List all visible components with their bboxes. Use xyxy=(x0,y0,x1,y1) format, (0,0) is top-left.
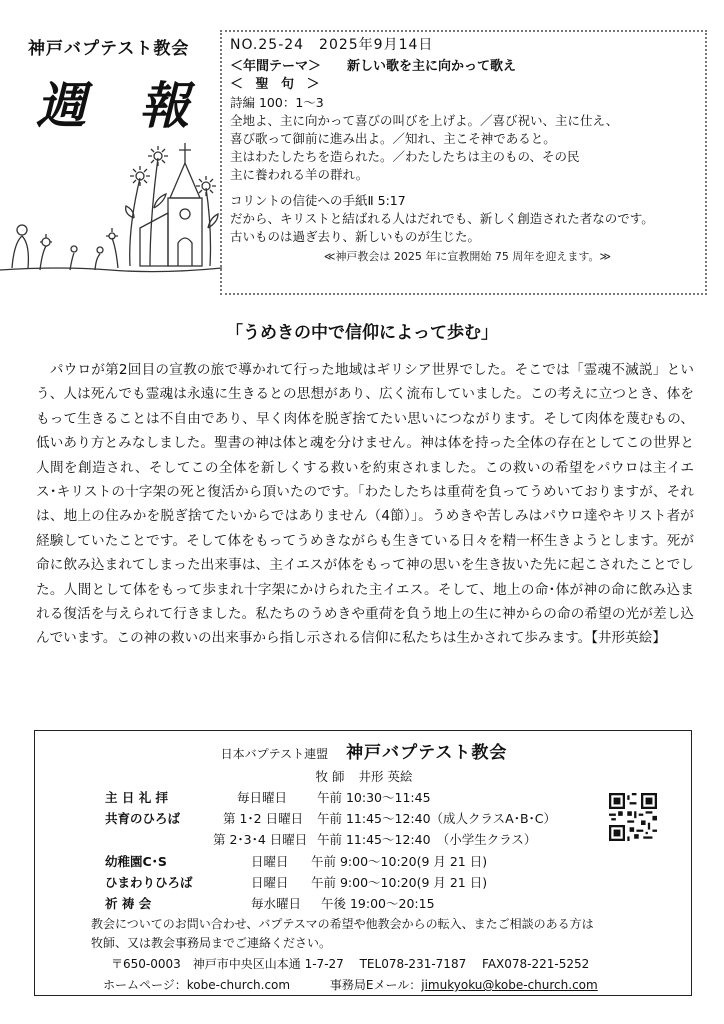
schedule-day: 日曜日 xyxy=(251,854,289,869)
schedule-time: 午前 10:30～11:45 xyxy=(317,790,431,805)
bulletin-title: 週 報 xyxy=(36,76,208,135)
schedule-day: 日曜日 xyxy=(251,875,289,890)
qr-code-icon[interactable] xyxy=(609,793,657,841)
schedule-day: 第 1･2 日曜日 xyxy=(223,811,304,826)
bulletin-header-box xyxy=(220,30,707,295)
schedule-day: 毎水曜日 xyxy=(251,896,302,911)
schedule-label: ひまわりひろば xyxy=(105,875,193,890)
federation-name: 日本バプテスト連盟 xyxy=(220,747,329,761)
info-header xyxy=(35,738,693,763)
schedule-time: 午後 19:00～20:15 xyxy=(321,896,435,911)
church-flowers-illustration xyxy=(0,118,222,290)
annual-theme xyxy=(230,58,705,76)
homepage-label: ホームページ： xyxy=(103,978,187,992)
schedule-label: 主 日 礼 拝 xyxy=(105,790,169,805)
verse2-line: だから、キリストと結ばれる人はだれでも、新しく創造された者なのです。 xyxy=(230,211,654,226)
anniversary-note: ≪神戸教会は 2025 年に宣教開始 75 周年を迎えます。≫ xyxy=(323,250,612,263)
email-label: 事務局Eメール： xyxy=(329,978,422,992)
theme-text: 新しい歌を主に向かって歌え xyxy=(347,59,517,74)
email-link[interactable]: jimukyoku@kobe-church.com xyxy=(421,978,598,992)
pastor-line xyxy=(35,767,693,785)
verse1-line: 喜び歌って御前に進み出よ。／知れ、主こそ神であると。 xyxy=(230,131,556,146)
scripture-label: ＜ 聖 句 ＞ xyxy=(230,77,324,92)
schedule-day: 第 2･3･4 日曜日 xyxy=(213,832,308,847)
contact-note: 教会についてのお問い合わせ、バプテスマの希望や他教会からの転入、またご相談のある方は xyxy=(91,917,594,931)
address-line: 〒650-0003 神戸市中央区山本通 1-7-27 TEL078-231-7187 FAX078-221-5252 xyxy=(111,957,590,971)
schedule-time: 午前 9:00～10:20(9 月 21 日) xyxy=(311,854,488,869)
verse2-ref: コリントの信徒への手紙Ⅱ 5:17 xyxy=(230,193,406,208)
schedule-label: 幼稚園C･S xyxy=(105,854,167,869)
issue-date: NO.25-24 2025年9月14日 xyxy=(230,37,434,53)
sermon-body: パウロが第2回目の宣教の旅で導かれて行った地域はギリシア世界でした。そこでは「霊魂不滅説」という、人は死んでも霊魂は永遠に生きるとの思想があり、広く流布していました。この考えに立つとき、体をもって生きることは不自由であり、早く肉体を脱ぎ捨てたい思いにつながります。そして肉体を蔑むもの、低いあり方とみなしました。聖書の神は体と魂を分けません。神は体を持った全体の存在としてこの世界と人間を創造され、そしてこの全体を新しくする救いを約束されました。この救いの希望をパウロは主イエス･キリストの十字架の死と復活から頂いたのです。「わたしたちは重荷を負ってうめいておりますが、それは、地上の住みかを脱ぎ捨てたいからではありません（4節）」。うめきや苦しみはパウロ達やキリスト者が経験していたことです。そして体をもってうめきながらも生きている日々を精一杯生きようとします。死が命に飲み込まれてしまった出来事は、主イエスが体をもって神の思いを生き抜いた先に起こされたことでした。人間として体をもって歩まれ十字架にかけられた主イエス。そして、地上の命･体が神の命に飲み込まれる復活を与えられて行きました。私たちのうめきや重荷を負う地上の生に神からの命の希望の光が差し込んでいます。この神の救いの出来事から指し示される信仰に私たちは生かされて歩みます。【井形英絵】 xyxy=(36,362,694,647)
verse1-line: 主はわたしたちを造られた。／わたしたちは主のもの、その民 xyxy=(230,149,580,164)
homepage-link[interactable]: kobe-church.com xyxy=(186,978,291,992)
verse1-ref: 詩編 100：1～3 xyxy=(230,95,324,110)
schedule-label: 祈 祷 会 xyxy=(105,896,152,911)
verse1-line: 主に養われる羊の群れ。 xyxy=(230,167,369,182)
church-info-box xyxy=(34,730,692,996)
pastor-name: 井形 英絵 xyxy=(358,769,413,784)
contact-note: 牧師、又は教会事務局までご連絡ください。 xyxy=(91,936,332,950)
theme-label: ＜年間テーマ＞ xyxy=(230,59,322,74)
schedule-time: 午前 11:45～12:40 （小学生クラス） xyxy=(317,832,537,847)
schedule-time: 午前 11:45～12:40（成人クラスA･B･C） xyxy=(317,811,556,826)
info-church-name: 神戸バプテスト教会 xyxy=(346,743,508,763)
sermon-title: 「うめきの中で信仰によって歩む」 xyxy=(226,323,498,343)
verse1-line: 全地よ、主に向かって喜びの叫びを上げよ。／喜び祝い、主に仕え、 xyxy=(230,113,619,128)
pastor-label: 牧 師 xyxy=(315,769,345,784)
schedule-time: 午前 9:00～10:20(9 月 21 日) xyxy=(311,875,488,890)
verse2-line: 古いものは過ぎ去り、新しいものが生じた。 xyxy=(230,229,481,244)
church-name: 神戸バプテスト教会 xyxy=(28,39,190,59)
schedule-label: 共育のひろば xyxy=(105,811,181,826)
web-contact-line xyxy=(103,976,598,993)
schedule-day: 毎日曜日 xyxy=(237,790,288,805)
